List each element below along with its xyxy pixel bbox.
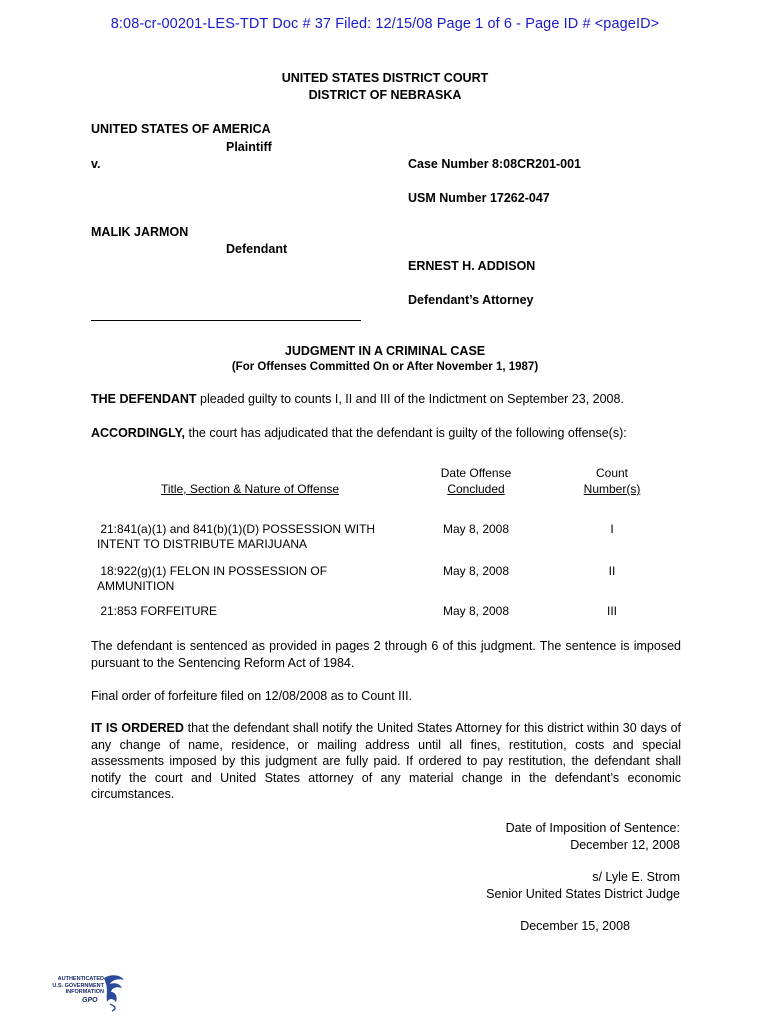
signature-block [380, 869, 680, 902]
accordingly-lead: ACCORDINGLY, [91, 426, 185, 440]
gpo-authenticated-logo [42, 972, 132, 1014]
case-number: Case Number 8:08CR201-001 [408, 157, 582, 171]
accordingly-text: the court has adjudicated that the defendant is guilty of the following offense(s): [185, 426, 627, 440]
forfeiture-paragraph: Final order of forfeiture filed on 12/08/2008 as to Count III. [91, 689, 413, 703]
judge-signature: s/ Lyle E. Strom [592, 870, 680, 884]
sentence-paragraph: The defendant is sentenced as provided in pages 2 through 6 of this judgment. The sentence is imposed pursuant to the Sentencing Reform Act of 1984. [91, 639, 681, 670]
defendant-name: MALIK JARMON [91, 225, 189, 239]
document-header-line: 8:08-cr-00201-LES-TDT Doc # 37 Filed: 12/15/08 Page 1 of 6 - Page ID # <pageID> [110, 16, 660, 32]
ordered-lead: IT IS ORDERED [91, 721, 184, 735]
table-row-2-date: May 8, 2008 [442, 564, 510, 578]
table-row-3-offense: 21:853 FORFEITURE [97, 604, 218, 618]
ordered-paragraph [91, 720, 681, 803]
defendant-role: Defendant [226, 242, 288, 256]
table-row-3-date: May 8, 2008 [442, 604, 510, 618]
judgment-title: JUDGMENT IN A CRIMINAL CASE [284, 344, 486, 358]
usm-number: USM Number 17262-047 [408, 191, 550, 205]
imposition-block [380, 820, 680, 853]
court-line-2: DISTRICT OF NEBRASKA [308, 88, 462, 102]
eagle-icon [100, 972, 128, 1012]
attorney-label: Defendant’s Attorney [408, 293, 534, 307]
imposition-label: Date of Imposition of Sentence: [505, 821, 680, 835]
table-row-2-count: II [608, 564, 616, 578]
table-row-1-offense: 21:841(a)(1) and 841(b)(1)(D) POSSESSION WITH INTENT TO DISTRIBUTE MARIJUANA [97, 522, 376, 551]
plea-text: pleaded guilty to counts I, II and III of the Indictment on September 23, 2008. [196, 392, 624, 406]
col-header-date: Date Offense Concluded [440, 466, 512, 496]
accordingly-paragraph [91, 425, 681, 442]
gpo-mark: GPO [82, 997, 98, 1004]
table-row-2-offense: 18:922(g)(1) FELON IN POSSESSION OF AMMUNITION [97, 564, 328, 593]
court-name [0, 70, 770, 104]
versus: v. [91, 157, 101, 171]
plaintiff-name: UNITED STATES OF AMERICA [91, 122, 271, 136]
court-line-1: UNITED STATES DISTRICT COURT [281, 71, 489, 85]
table-row-1-count: I [610, 522, 614, 536]
table-row-1-date: May 8, 2008 [442, 522, 510, 536]
plea-paragraph [91, 391, 681, 408]
imposition-date: December 12, 2008 [570, 837, 680, 852]
table-row-3-count: III [606, 604, 617, 618]
judge-title: Senior United States District Judge [486, 886, 680, 901]
col-header-offense: Title, Section & Nature of Offense [160, 482, 340, 496]
ordered-text: that the defendant shall notify the United States Attorney for this district within 30 days of any change of name, residence, or mailing address until all fines, restitution, costs and special assessments imposed by this judgment are fully paid. If ordered to pay restitution, the defendant shall notify the court and United States attorney of any material change in the defendant’s economic circumstances. [91, 721, 682, 801]
signed-date: December 15, 2008 [520, 919, 630, 933]
plaintiff-role: Plaintiff [226, 140, 272, 154]
attorney-name: ERNEST H. ADDISON [408, 259, 536, 273]
signature-rule [91, 320, 361, 321]
gpo-logo-text: AUTHENTICATED U.S. GOVERNMENT INFORMATION [52, 976, 104, 995]
judgment-subtitle: (For Offenses Committed On or After November 1, 1987) [231, 361, 539, 373]
col-header-count: Count Number(s) [583, 466, 641, 496]
plea-lead: THE DEFENDANT [91, 392, 197, 406]
